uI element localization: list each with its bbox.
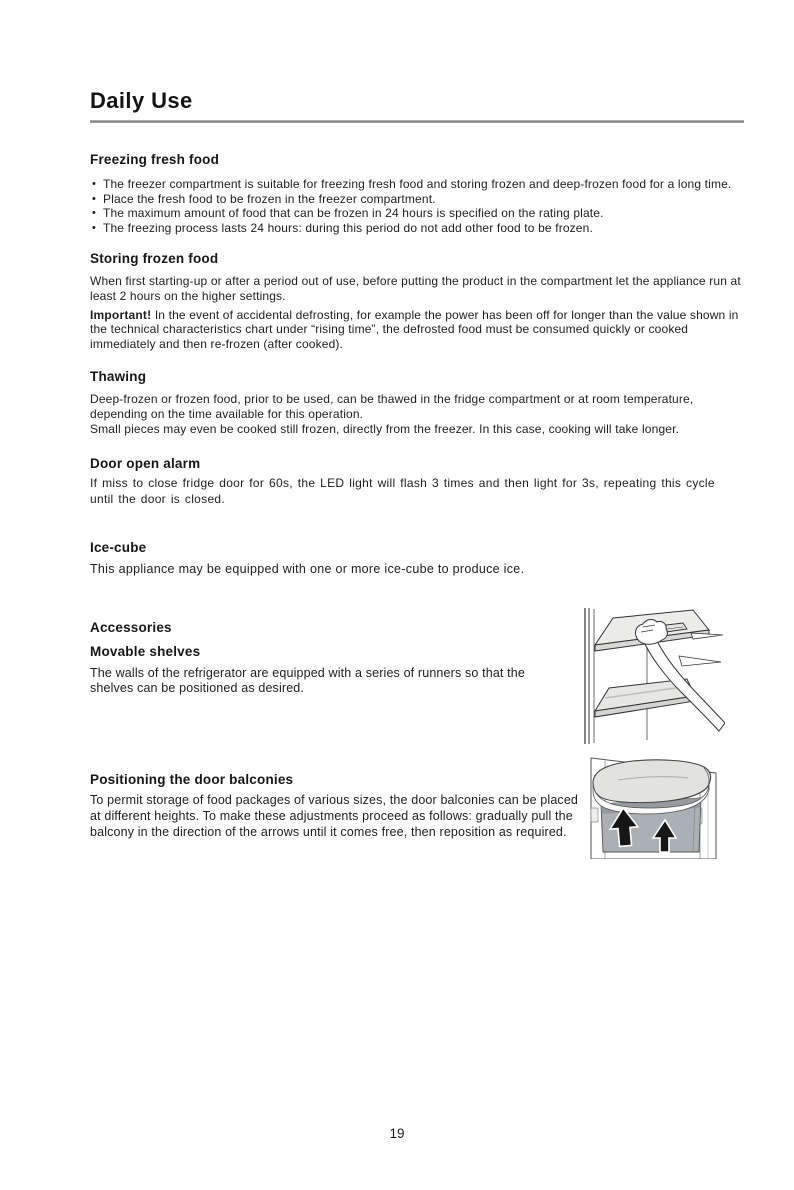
door-alarm-paragraph: If miss to close fridge door for 60s, the LED light will flash 3 times and then light for 3s, repeating this cycle until the door is closed.: [90, 476, 715, 506]
bullet-item: [90, 221, 744, 236]
heading-accessories: Accessories: [90, 619, 172, 635]
section-storing-frozen-food: [90, 250, 744, 351]
page-title: Daily Use: [90, 88, 193, 113]
heading-storing-frozen-food: Storing frozen food: [90, 251, 219, 267]
section-freezing-fresh-food: [90, 151, 744, 235]
storing-paragraph: When first starting-up or after a period out of use, before putting the product in the compartment let the appliance run at least 2 hours on the higher settings.: [90, 274, 741, 303]
door-balconies-paragraph: To permit storage of food packages of various sizes, the door balconies can be placed at different heights. To make these adjustments proceed as follows: gradually pull the balcony in the direction of the arrows until it comes free, then reposition as required.: [90, 792, 579, 839]
heading-freezing-fresh-food: Freezing fresh food: [90, 152, 220, 167]
bullet-dot-icon: •: [92, 221, 96, 234]
bullet-text: The freezing process lasts 24 hours: during this period do not add other food to be frozen.: [103, 220, 593, 235]
bullet-text: Place the fresh food to be frozen in the freezer compartment.: [103, 191, 436, 206]
important-label: Important!: [90, 307, 152, 322]
movable-shelves-paragraph: The walls of the refrigerator are equipped with a series of runners so that the shelves can be positioned as desired.: [90, 665, 525, 695]
shelf-hand-drawing: [583, 606, 725, 746]
heading-door-open-alarm: Door open alarm: [90, 456, 201, 472]
bullet-item: [90, 177, 744, 192]
movable-shelves-illustration: [583, 606, 725, 746]
bullet-dot-icon: •: [92, 192, 96, 205]
bullet-text: The maximum amount of food that can be frozen in 24 hours is specified on the rating plate.: [103, 206, 604, 221]
pull-direction-pointer: [691, 633, 723, 639]
title-rule: [90, 120, 744, 123]
heading-ice-cube: Ice-cube: [90, 539, 147, 555]
heading-thawing: Thawing: [90, 369, 147, 385]
page-number: 19: [389, 1126, 405, 1141]
pull-direction-pointer: [679, 656, 721, 666]
bullet-dot-icon: •: [92, 207, 96, 220]
balcony-lid: [593, 760, 711, 803]
storing-important-paragraph: [90, 308, 742, 352]
important-text: In the event of accidental defrosting, for example the power has been off for longer than the value shown in the technical characteristics chart under “rising time”, the defrosted food must be consumed quickly or cooked immediately and then re-frozen (after cooked).: [90, 307, 739, 351]
bullet-item: [90, 192, 744, 207]
ice-cube-paragraph: This appliance may be equipped with one or more ice-cube to produce ice.: [90, 561, 525, 576]
thawing-paragraph-2: Small pieces may even be cooked still frozen, directly from the freezer. In this case, cooking will take longer.: [90, 421, 680, 436]
heading-movable-shelves: Movable shelves: [90, 643, 201, 659]
section-thawing: [90, 368, 744, 436]
freezing-bullet-list: [90, 177, 744, 235]
bullet-text: The freezer compartment is suitable for freezing fresh food and storing frozen and deep-frozen food for a long time.: [103, 177, 732, 191]
bullet-dot-icon: •: [92, 178, 96, 190]
heading-positioning-door-balconies: Positioning the door balconies: [90, 771, 294, 787]
door-balcony-drawing: [588, 748, 719, 859]
bullet-item: [90, 206, 744, 221]
thawing-paragraph-1: Deep-frozen or frozen food, prior to be used, can be thawed in the fridge compartment or at room temperature, depending on the time available for this operation.: [90, 392, 694, 421]
section-ice-cube: [90, 539, 744, 577]
door-balcony-illustration: [588, 748, 719, 859]
section-door-open-alarm: [90, 455, 744, 507]
